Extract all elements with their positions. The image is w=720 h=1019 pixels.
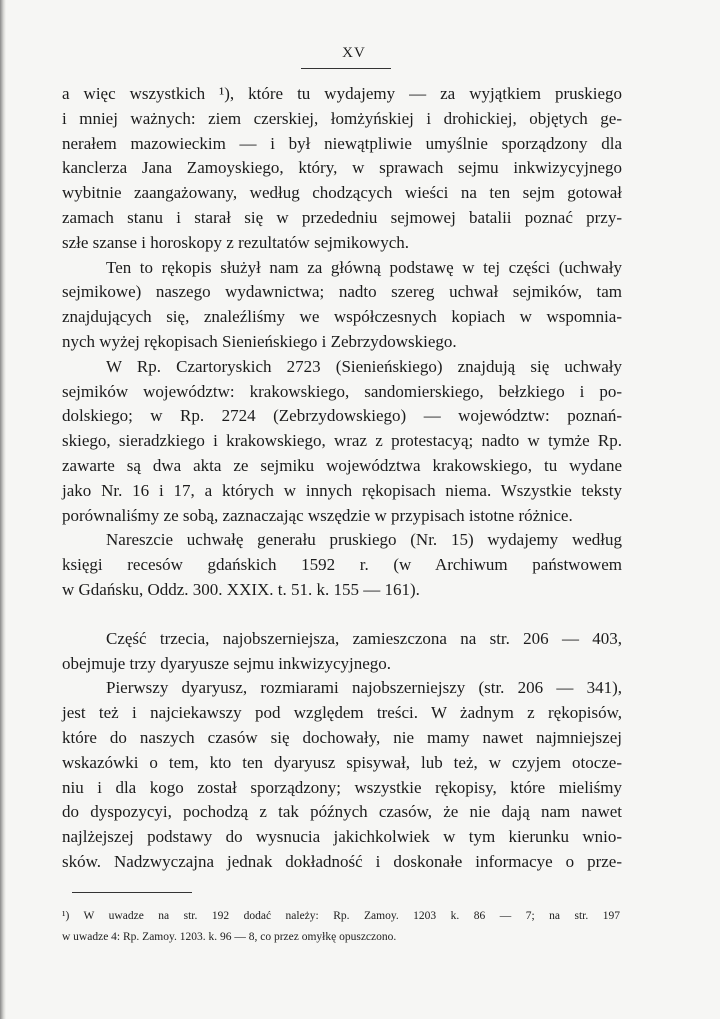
text-line: Pierwszy dyaryusz, rozmiarami najobszerniejszy (str. 206 — 341), <box>106 678 622 698</box>
page-number: XV <box>342 45 366 61</box>
text-line: skiego, sieradzkiego i krakowskiego, wraz z protestacyą; nadto w tymże Rp. <box>62 431 622 451</box>
body-text <box>62 82 622 875</box>
paragraph <box>62 627 622 677</box>
text-line: dolskiego; w Rp. 2724 (Zebrzydowskiego) — województw: poznań- <box>62 406 622 426</box>
text-line: obejmuje trzy dyaryusze sejmu inkwizycyjnego. <box>62 653 392 673</box>
text-line: kanclerza Jana Zamoyskiego, który, w sprawach sejmu inkwizycyjnego <box>62 158 622 178</box>
text-line: niu i dla kogo został sporządzony; wszystkie rękopisy, które mieliśmy <box>62 777 622 797</box>
text-line: jako Nr. 16 i 17, a których w innych rękopisach niema. Wszystkie teksty <box>62 480 622 500</box>
text-line: nych wyżej rękopisach Sienieńskiego i Zebrzydowskiego. <box>62 331 457 351</box>
text-line: i mniej ważnych: ziem czerskiej, łomżyńskiej i drohickiej, objętych ge- <box>62 108 622 128</box>
paragraph <box>62 676 622 874</box>
header-rule <box>301 68 391 69</box>
text-line: Ten to rękopis służył nam za główną podstawę w tej części (uchwały <box>106 257 622 277</box>
footnotes <box>62 906 620 948</box>
text-line: wskazówki o tem, kto ten dyaryusz spisywał, lub też, w czyjem otocze- <box>62 752 622 772</box>
text-line: W Rp. Czartoryskich 2723 (Sienieńskiego) znajdują się uchwały <box>106 356 622 376</box>
paragraph <box>62 355 622 529</box>
text-line: zamach stanu i starał się w przededniu sejmowej batalii poznać przy- <box>62 207 622 227</box>
text-line: które do naszych czasów się dochowały, nie mamy nawet najmniejszej <box>62 727 622 747</box>
text-line: a więc wszystkich ¹), które tu wydajemy — za wyjątkiem pruskiego <box>62 84 622 103</box>
text-line: zawarte są dwa akta ze sejmiku województwa krakowskiego, tu wydane <box>62 455 622 475</box>
text-line: w Gdańsku, Oddz. 300. XXIX. t. 51. k. 155 — 161). <box>62 579 420 599</box>
text-line: najlżejszej podstawy do wysnucia jakichkolwiek w tym kierunku wnio- <box>62 827 622 847</box>
text-line: sków. Nadzwyczajna jednak dokładność i doskonałe informacye o prze- <box>62 851 622 871</box>
paragraph <box>62 256 622 355</box>
text-line: Część trzecia, najobszerniejsza, zamieszczona na str. 206 — 403, <box>106 628 622 648</box>
footnote-rule <box>72 892 192 893</box>
text-line: wybitnie zaangażowany, według chodzących wieści na ten sejm gotował <box>62 183 622 203</box>
paragraph <box>62 82 622 256</box>
page-header <box>0 44 720 66</box>
footnote-line: ¹) W uwadze na str. 192 dodać należy: Rp. Zamoy. 1203 k. 86 — 7; na str. 197 <box>62 910 620 922</box>
text-line: Nareszcie uchwałę generału pruskiego (Nr. 15) wydajemy według <box>106 530 622 550</box>
text-line: znajdujących się, znaleźliśmy we współczesnych kopiach w wspomnia- <box>62 307 622 327</box>
text-line: porównaliśmy ze sobą, zaznaczając wszędzie w przypisach istotne różnice. <box>62 505 573 525</box>
text-line: sejmików województw: krakowskiego, sandomierskiego, bełzkiego i po- <box>62 381 622 401</box>
section-gap <box>62 603 622 627</box>
text-line: sejmikowe) naszego wydawnictwa; nadto szereg uchwał sejmików, tam <box>62 282 622 302</box>
text-line: szłe szanse i horoskopy z rezultatów sejmikowych. <box>62 232 409 252</box>
footnote-line: w uwadze 4: Rp. Zamoy. 1203. k. 96 — 8, co przez omyłkę opuszczono. <box>62 931 397 943</box>
paragraph <box>62 528 622 602</box>
text-line: do dyspozycyi, pochodzą z tak późnych czasów, że nie dają nam nawet <box>62 802 622 822</box>
page-binding-edge <box>0 0 6 1019</box>
text-line: jest też i najciekawszy pod względem treści. W żadnym z rękopisów, <box>62 703 622 723</box>
text-line: nerałem mazowieckim — i był niewątpliwie umyślnie sporządzony dla <box>62 133 622 153</box>
text-line: księgi recesów gdańskich 1592 r. (w Archiwum państwowem <box>62 555 622 575</box>
